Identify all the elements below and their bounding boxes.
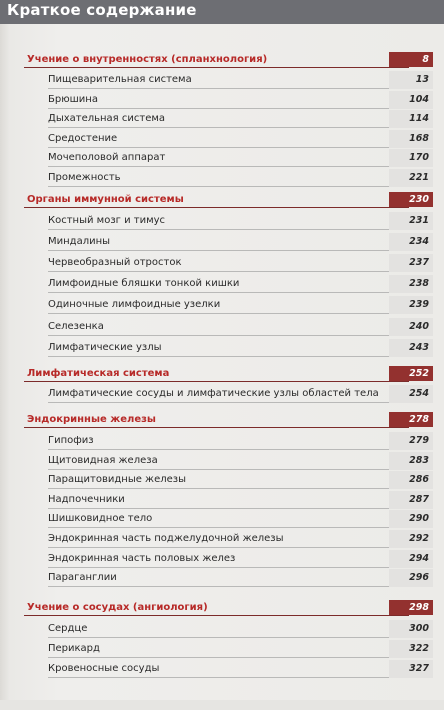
entry-divider bbox=[48, 488, 389, 489]
entry-divider bbox=[48, 335, 389, 336]
entry-label: Дыхательная система bbox=[48, 113, 166, 125]
entry-page-number: 300 bbox=[389, 620, 433, 638]
entry-page-number: 231 bbox=[389, 212, 433, 230]
entry-page-number: 170 bbox=[389, 149, 433, 167]
entry-divider bbox=[48, 402, 389, 403]
entry-label: Лимфатические узлы bbox=[48, 341, 162, 353]
page-title: Краткое содержание bbox=[7, 1, 197, 19]
entry-divider bbox=[48, 166, 389, 167]
entry-label: Щитовидная железа bbox=[48, 454, 158, 466]
entry-divider bbox=[48, 147, 389, 148]
entry-label: Паращитовидные железы bbox=[48, 474, 186, 486]
entry-divider bbox=[48, 677, 389, 678]
entry-label: Надпочечники bbox=[48, 493, 125, 505]
entry-divider bbox=[48, 313, 389, 314]
entry-page-number: 290 bbox=[389, 510, 433, 528]
entry-page-number: 279 bbox=[389, 432, 433, 450]
section-underline bbox=[24, 615, 409, 616]
entry-divider bbox=[48, 88, 389, 89]
entry-page-number: 234 bbox=[389, 233, 433, 251]
section-underline bbox=[24, 207, 409, 208]
entry-label: Промежность bbox=[48, 172, 121, 183]
entry-page-number: 287 bbox=[389, 491, 433, 509]
entry-page-number: 168 bbox=[389, 130, 433, 148]
entry-page-number: 296 bbox=[389, 569, 433, 587]
entry-divider bbox=[48, 586, 389, 587]
section-underline bbox=[24, 67, 409, 68]
entry-page-number: 104 bbox=[389, 91, 433, 109]
entry-divider bbox=[48, 292, 389, 293]
section-title: Учение о сосудах (ангиология) bbox=[27, 602, 208, 613]
entry-page-number: 254 bbox=[389, 385, 433, 403]
entry-label: Пищеварительная система bbox=[48, 74, 192, 85]
page-edge bbox=[0, 700, 444, 710]
section-page-number: 252 bbox=[389, 366, 433, 381]
section-title: Учение о внутренностях (спланхнология) bbox=[27, 54, 268, 65]
entry-label: Сердце bbox=[48, 623, 88, 634]
entry-page-number: 221 bbox=[389, 169, 433, 187]
section-title: Органы иммунной системы bbox=[27, 194, 184, 205]
entry-divider bbox=[48, 186, 389, 187]
entry-page-number: 238 bbox=[389, 275, 433, 293]
entry-label: Эндокринная часть поджелудочной железы bbox=[48, 533, 284, 544]
entry-label: Селезенка bbox=[48, 320, 104, 332]
entry-label: Одиночные лимфоидные узелки bbox=[48, 299, 221, 311]
entry-label: Эндокринная часть половых желез bbox=[48, 552, 236, 564]
entry-page-number: 322 bbox=[389, 640, 433, 658]
entry-page-number: 237 bbox=[389, 254, 433, 272]
entry-page-number: 13 bbox=[389, 71, 433, 89]
entry-label: Костный мозг и тимус bbox=[48, 215, 166, 226]
entry-page-number: 327 bbox=[389, 660, 433, 678]
entry-label: Кровеносные сосуды bbox=[48, 663, 160, 674]
entry-divider bbox=[48, 108, 389, 109]
entry-label: Червеобразный отросток bbox=[48, 257, 182, 269]
entry-divider bbox=[48, 508, 389, 509]
entry-divider bbox=[48, 356, 389, 357]
entry-divider bbox=[48, 547, 389, 548]
entry-divider bbox=[48, 127, 389, 128]
entry-divider bbox=[48, 657, 389, 658]
section-page-number: 8 bbox=[389, 52, 433, 67]
entry-divider bbox=[48, 250, 389, 251]
entry-page-number: 243 bbox=[389, 339, 433, 357]
entry-divider bbox=[48, 469, 389, 470]
entry-page-number: 292 bbox=[389, 530, 433, 548]
entry-page-number: 240 bbox=[389, 318, 433, 336]
entry-label: Лимфатические сосуды и лимфатические узлы областей тела bbox=[48, 388, 379, 399]
entry-label: Мочеполовой аппарат bbox=[48, 152, 166, 164]
entry-label: Миндалины bbox=[48, 236, 111, 248]
section-underline bbox=[24, 381, 409, 382]
entry-divider bbox=[48, 567, 389, 568]
section-underline bbox=[24, 427, 409, 428]
entry-divider bbox=[48, 271, 389, 272]
entry-page-number: 294 bbox=[389, 550, 433, 568]
entry-page-number: 286 bbox=[389, 471, 433, 489]
section-title: Лимфатическая система bbox=[27, 368, 170, 379]
entry-divider bbox=[48, 527, 389, 528]
entry-label: Средостение bbox=[48, 132, 118, 144]
entry-divider bbox=[48, 229, 389, 230]
entry-divider bbox=[48, 449, 389, 450]
section-page-number: 230 bbox=[389, 192, 433, 207]
entry-page-number: 283 bbox=[389, 452, 433, 470]
section-page-number: 278 bbox=[389, 412, 433, 427]
entry-label: Шишковидное тело bbox=[48, 513, 153, 525]
entry-label: Перикард bbox=[48, 643, 100, 654]
entry-label: Гипофиз bbox=[48, 435, 94, 446]
entry-page-number: 239 bbox=[389, 296, 433, 314]
section-page-number: 298 bbox=[389, 600, 433, 615]
section-title: Эндокринные железы bbox=[27, 414, 156, 425]
entry-divider bbox=[48, 637, 389, 638]
entry-label: Брюшина bbox=[48, 93, 98, 105]
entry-label: Лимфоидные бляшки тонкой кишки bbox=[48, 278, 240, 290]
entry-page-number: 114 bbox=[389, 110, 433, 128]
entry-label: Параганглии bbox=[48, 572, 117, 584]
